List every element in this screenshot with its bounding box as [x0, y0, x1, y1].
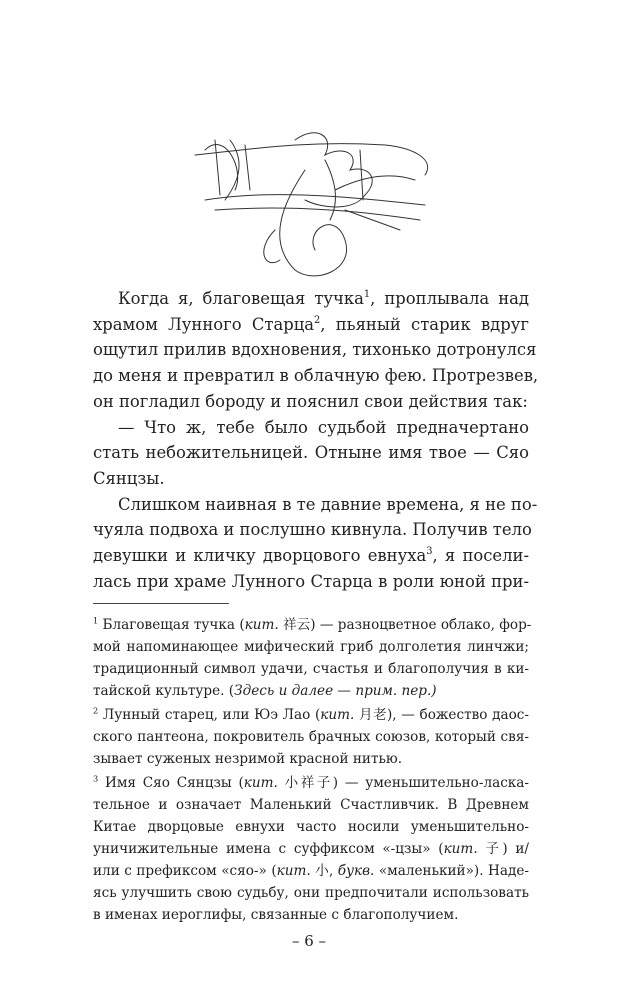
- footnote-line: [93, 860, 529, 882]
- text-run: 子) и/: [477, 841, 529, 857]
- text-run: ощутил прилив вдохновения, тихонько дотронулся: [93, 340, 537, 360]
- text-run: Благовещая тучка (: [98, 617, 245, 633]
- footnote-line: [93, 704, 529, 726]
- text-run: , я посели-: [432, 546, 529, 566]
- text-run: Лунный старец, или Юэ Лао (: [102, 707, 321, 723]
- footnote-line: [93, 614, 532, 636]
- text-line: [93, 363, 539, 389]
- text-line: [93, 415, 529, 441]
- footnote-ref: 3: [426, 546, 433, 558]
- footnote-line: [93, 816, 529, 838]
- text-run: кит.: [243, 775, 278, 791]
- text-line: [93, 337, 537, 363]
- text-line: [93, 466, 529, 492]
- footnote-line: [93, 726, 529, 748]
- text-run: букв.: [337, 863, 375, 879]
- text-run: лась при храме Лунного Старца в роли юной при-: [93, 571, 529, 591]
- text-run: в именах иероглифы, связанные с благополучием.: [93, 907, 459, 923]
- footnote-line: [93, 904, 529, 926]
- text-run: тайской культуре. (: [93, 683, 235, 699]
- text-run: кит.: [276, 863, 311, 879]
- text-run: 小祥子) — уменьшительно-ласка-: [277, 775, 529, 791]
- text-run: 祥云) — разноцветное облако, фор-: [278, 617, 532, 633]
- text-line: [93, 286, 529, 312]
- text-run: Здесь и далее — прим. пер.): [234, 683, 437, 699]
- text-run: 月老), — божество даос-: [354, 707, 529, 723]
- text-run: , пьяный старик вдруг: [320, 314, 529, 334]
- text-line: [93, 543, 529, 569]
- text-run: или с префиксом «сяо-» (: [93, 863, 277, 879]
- text-run: Когда я, благовещая тучка: [118, 289, 364, 308]
- hands-red-thread-illustration: [185, 110, 445, 285]
- text-run: чуяла подвоха и послушно кивнула. Получив тело: [93, 520, 532, 540]
- text-run: Слишком наивная в те давние времена, я не по-: [118, 494, 538, 514]
- text-run: стать небожительницей. Отныне имя твое — Сяо: [93, 443, 529, 463]
- footnote: [93, 704, 529, 770]
- text-line: [93, 389, 529, 415]
- footnote: [93, 772, 529, 926]
- footnote-ref: 2: [314, 314, 321, 326]
- footnote-line: [93, 772, 529, 794]
- footnote-line: [93, 882, 529, 904]
- text-run: кит.: [244, 617, 279, 633]
- text-run: уничижительные имена с суффиксом «-цзы» (: [93, 841, 444, 857]
- text-run: ского пантеона, покровитель брачных союзов, который свя-: [93, 729, 529, 745]
- footnote-line: [93, 636, 529, 658]
- text-run: зывает суженых незримой красной нитью.: [93, 751, 403, 767]
- text-run: «маленький»). Наде-: [374, 863, 529, 879]
- footnote-line: [93, 794, 529, 816]
- text-run: Сянцзы.: [93, 468, 165, 488]
- body-text: [93, 286, 539, 594]
- footnotes: [93, 612, 532, 926]
- footnote-line: [93, 748, 529, 770]
- text-line: [93, 517, 532, 543]
- footnote-ref: 1: [363, 289, 371, 301]
- text-line: [93, 492, 538, 518]
- page-number: – 6 –: [291, 932, 327, 950]
- text-line: [93, 569, 529, 595]
- footnote-ref: 3: [93, 773, 99, 784]
- footnote-line: [93, 658, 529, 680]
- text-run: до меня и превратил в облачную фею. Протрезвев,: [93, 366, 539, 386]
- footnote-separator: [93, 603, 229, 604]
- footnote-ref: 1: [93, 615, 99, 626]
- text-run: 小,: [310, 863, 338, 879]
- text-run: кит.: [320, 707, 355, 723]
- footnote-line: [93, 680, 529, 702]
- text-run: тельное и означает Маленький Счастливчик. В Древнем: [93, 797, 529, 813]
- text-line: [93, 440, 529, 466]
- text-run: кит.: [443, 841, 478, 857]
- text-run: мой напоминающее мифический гриб долголетия линчжи;: [93, 639, 529, 655]
- text-run: девушки и кличку дворцового евнуха: [93, 546, 427, 566]
- footnote-line: [93, 838, 529, 860]
- text-run: традиционный символ удачи, счастья и благополучия в ки-: [93, 661, 529, 677]
- text-run: — Что ж, тебе было судьбой предначертано: [118, 417, 529, 437]
- text-run: ясь улучшить свою судьбу, они предпочитали использовать: [93, 885, 529, 901]
- text-run: Имя Сяо Сянцзы (: [98, 775, 244, 791]
- text-run: храмом: [93, 314, 169, 334]
- text-run: Китае дворцовые евнухи часто носили уменьшительно-: [93, 819, 529, 835]
- footnote-ref: 2: [93, 705, 99, 716]
- footnote: [93, 614, 532, 702]
- text-line: [93, 312, 529, 338]
- text-run: он погладил бороду и пояснил свои действия так:: [93, 391, 528, 411]
- text-run: Лунного Старца: [168, 314, 315, 334]
- text-run: , проплывала над: [370, 289, 529, 308]
